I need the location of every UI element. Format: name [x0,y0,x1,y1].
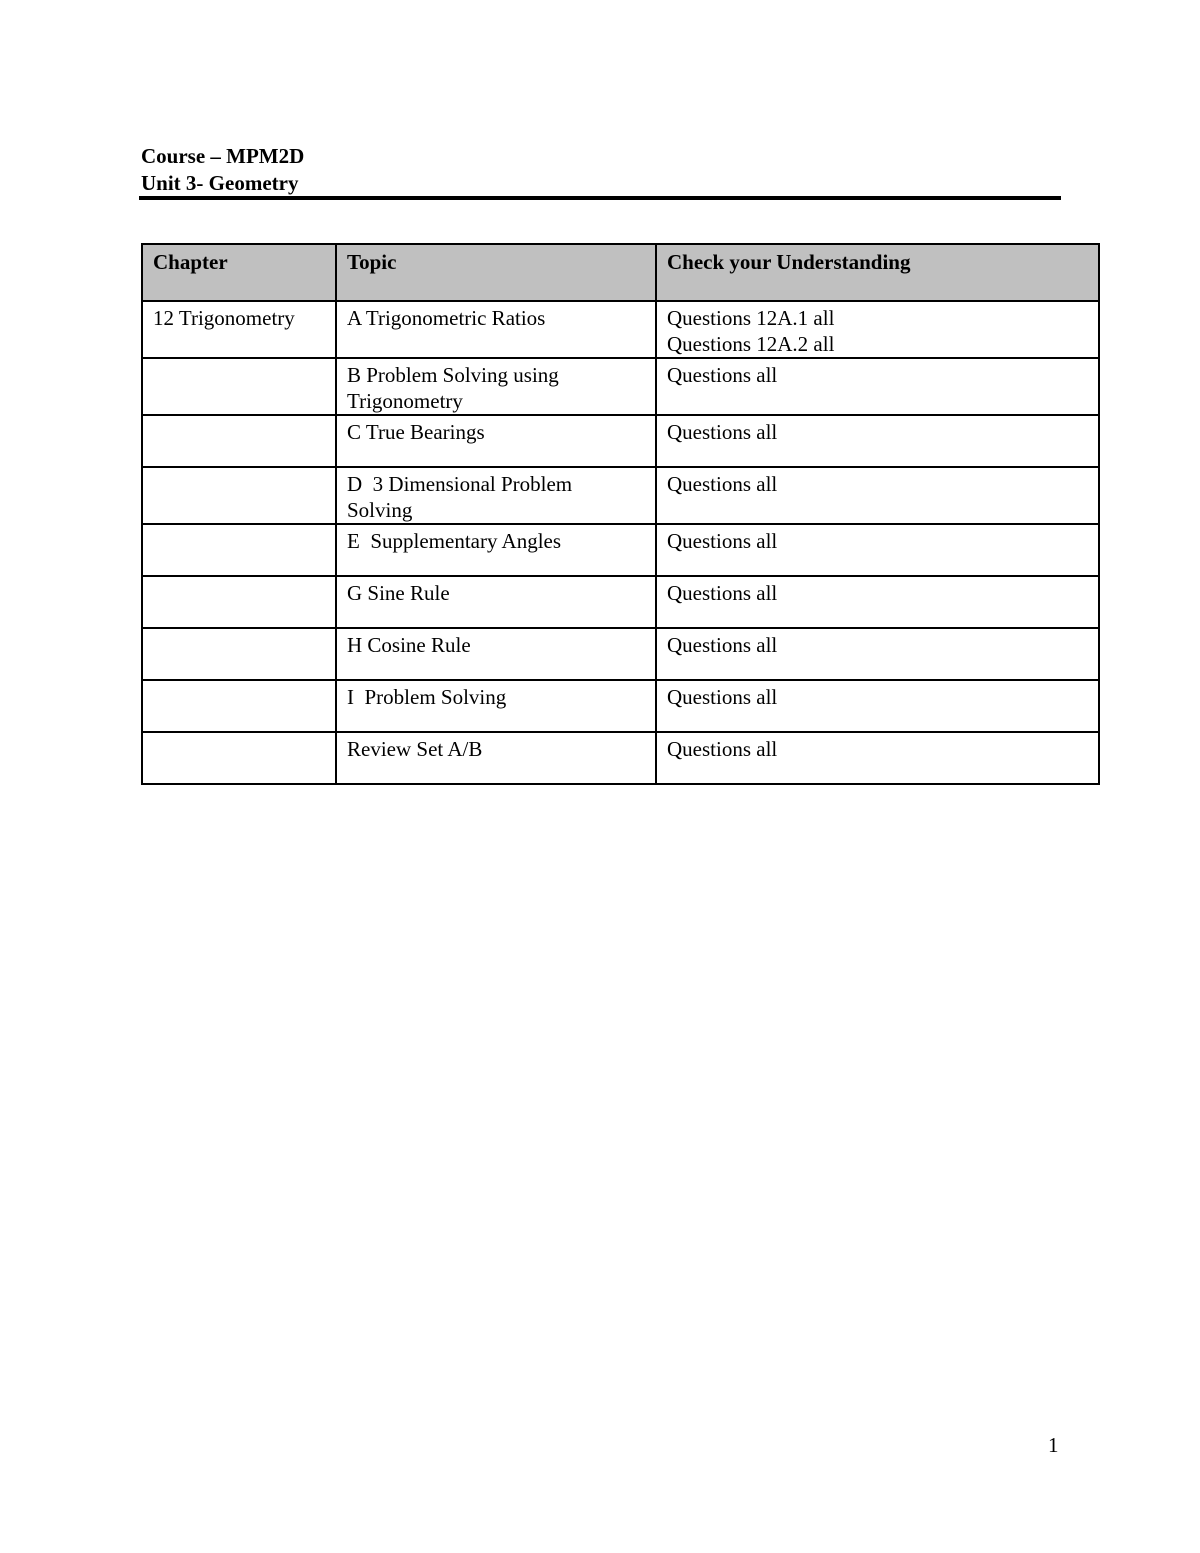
unit-title: Unit 3- Geometry [141,171,299,195]
table-header-row [142,244,1099,301]
check-cell: Questions 12A.1 all Questions 12A.2 all [656,301,1099,358]
page-number: 1 [1048,1433,1059,1457]
chapter-cell [142,680,336,732]
table-row [142,524,1099,576]
unit-plan-table [141,243,1100,785]
table-row [142,415,1099,467]
check-cell: Questions all [656,628,1099,680]
check-cell: Questions all [656,524,1099,576]
topic-cell: I Problem Solving [336,680,656,732]
table-row [142,358,1099,415]
chapter-cell [142,732,336,784]
table-row [142,680,1099,732]
topic-cell: D 3 Dimensional Problem Solving [336,467,656,524]
column-header-check: Check your Understanding [656,244,1099,301]
chapter-cell [142,628,336,680]
table-row [142,467,1099,524]
document-header [141,143,1061,197]
topic-cell: H Cosine Rule [336,628,656,680]
course-title: Course – MPM2D [141,144,305,168]
check-cell: Questions all [656,467,1099,524]
topic-cell: B Problem Solving using Trigonometry [336,358,656,415]
topic-cell: E Supplementary Angles [336,524,656,576]
table-row [142,301,1099,358]
chapter-cell [142,415,336,467]
chapter-cell [142,467,336,524]
chapter-cell [142,524,336,576]
table-row [142,732,1099,784]
chapter-cell [142,576,336,628]
topic-cell: G Sine Rule [336,576,656,628]
topic-cell: C True Bearings [336,415,656,467]
table-row [142,628,1099,680]
check-cell: Questions all [656,358,1099,415]
topic-cell: A Trigonometric Ratios [336,301,656,358]
check-cell: Questions all [656,576,1099,628]
check-cell: Questions all [656,732,1099,784]
chapter-cell: 12 Trigonometry [142,301,336,358]
header-divider [139,196,1061,200]
topic-cell: Review Set A/B [336,732,656,784]
column-header-topic: Topic [336,244,656,301]
check-cell: Questions all [656,680,1099,732]
table-row [142,576,1099,628]
check-cell: Questions all [656,415,1099,467]
chapter-cell [142,358,336,415]
column-header-chapter: Chapter [142,244,336,301]
